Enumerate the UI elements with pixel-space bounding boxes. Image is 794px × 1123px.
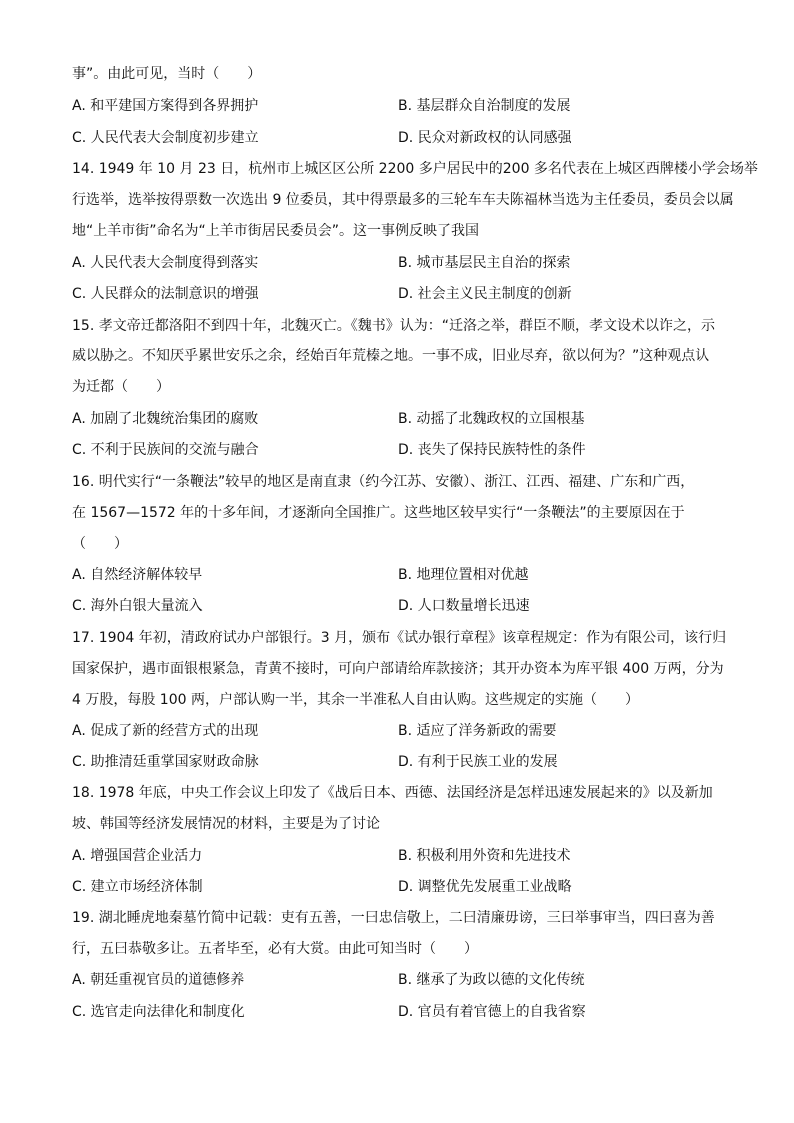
q19-option-a[interactable]: A. 朝廷重视官员的道德修养 [72, 972, 245, 988]
q14-option-b[interactable]: B. 城市基层民主自治的探索 [398, 255, 571, 271]
q13-option-b[interactable]: B. 基层群众自治制度的发展 [398, 98, 571, 114]
question-14-line-3: 地“上羊市街”命名为“上羊市街居民委员会”。这一事例反映了我国 [72, 223, 480, 239]
question-17-line-3: 4 万股，每股 100 两，户部认购一半，其余一半准私人自由认购。这些规定的实施（ ） [72, 692, 639, 708]
q18-option-b[interactable]: B. 积极利用外资和先进技术 [398, 848, 571, 864]
q13-option-d[interactable]: D. 民众对新政权的认同感强 [398, 130, 572, 146]
question-16-line-1: 16. 明代实行“一条鞭法”较早的地区是南直隶（约今江苏、安徽）、浙江、江西、福建、广东和广西， [72, 474, 695, 490]
question-14-line-1: 14. 1949 年 10 月 23 日，杭州市上城区区公所 2200 多户居民中的200 多名代表在上城区西牌楼小学会场举 [72, 161, 758, 177]
q14-option-d[interactable]: D. 社会主义民主制度的创新 [398, 286, 572, 302]
question-19-line-2: 行，五曰恭敬多让。五者毕至，必有大赏。由此可知当时（ ） [72, 941, 478, 957]
q17-option-d[interactable]: D. 有利于民族工业的发展 [398, 754, 558, 770]
q19-option-d[interactable]: D. 官员有着官德上的自我省察 [398, 1004, 586, 1020]
q15-option-d[interactable]: D. 丧失了保持民族特性的条件 [398, 442, 586, 458]
q14-option-a[interactable]: A. 人民代表大会制度得到落实 [72, 255, 259, 271]
question-16-line-2: 在 1567—1572 年的十多年间，才逐渐向全国推广。这些地区较早实行“一条鞭法”的主要原因在于 [72, 505, 685, 521]
q17-option-c[interactable]: C. 助推清廷重掌国家财政命脉 [72, 754, 259, 770]
question-19-line-1: 19. 湖北睡虎地秦墓竹简中记载：吏有五善，一曰忠信敬上，二曰清廉毋谤，三曰举事审当，四曰喜为善 [72, 910, 715, 926]
q13-option-c[interactable]: C. 人民代表大会制度初步建立 [72, 130, 259, 146]
question-16-line-3: （ ） [72, 536, 128, 552]
q19-option-b[interactable]: B. 继承了为政以德的文化传统 [398, 972, 585, 988]
q18-option-c[interactable]: C. 建立市场经济体制 [72, 879, 203, 895]
q14-option-c[interactable]: C. 人民群众的法制意识的增强 [72, 286, 259, 302]
q17-option-b[interactable]: B. 适应了洋务新政的需要 [398, 723, 557, 739]
q16-option-b[interactable]: B. 地理位置相对优越 [398, 567, 529, 583]
question-17-line-1: 17. 1904 年初，清政府试办户部银行。3 月，颁布《试办银行章程》该章程规定：作为有限公司，该行归 [72, 630, 727, 646]
question-15-line-1: 15. 孝文帝迁都洛阳不到四十年，北魏灭亡。《魏书》认为：“迁洛之举，群臣不顺，孝文设术以诈之，示 [72, 318, 715, 334]
q19-option-c[interactable]: C. 选官走向法律化和制度化 [72, 1004, 245, 1020]
q15-option-a[interactable]: A. 加剧了北魏统治集团的腐败 [72, 411, 259, 427]
question-14-line-2: 行选举，选举按得票数一次选出 9 位委员，其中得票最多的三轮车车夫陈福林当选为主任委员，委员会以属 [72, 192, 734, 208]
question-17-line-2: 国家保护，遇市面银根紧急，青黄不接时，可向户部请给库款接济；其开办资本为库平银 400 万两，分为 [72, 661, 724, 677]
q16-option-c[interactable]: C. 海外白银大量流入 [72, 598, 203, 614]
question-15-line-3: 为迁都（ ） [72, 379, 170, 395]
q17-option-a[interactable]: A. 促成了新的经营方式的出现 [72, 723, 259, 739]
q15-option-b[interactable]: B. 动摇了北魏政权的立国根基 [398, 411, 585, 427]
q15-option-c[interactable]: C. 不利于民族间的交流与融合 [72, 442, 259, 458]
question-18-line-2: 坡、韩国等经济发展情况的材料，主要是为了讨论 [72, 816, 380, 832]
question-18-line-1: 18. 1978 年底，中央工作会议上印发了《战后日本、西德、法国经济是怎样迅速发展起来的》以及新加 [72, 785, 713, 801]
q16-option-d[interactable]: D. 人口数量增长迅速 [398, 598, 530, 614]
q13-option-a[interactable]: A. 和平建国方案得到各界拥护 [72, 98, 259, 114]
question-15-line-2: 威以胁之。不知厌乎累世安乐之余，经始百年荒榛之地。一事不成，旧业尽弃，欲以何为？”这种观点认 [72, 348, 710, 364]
q16-option-a[interactable]: A. 自然经济解体较早 [72, 567, 203, 583]
question-13-text: 事”。由此可见，当时（ ） [72, 66, 262, 82]
q18-option-a[interactable]: A. 增强国营企业活力 [72, 848, 203, 864]
q18-option-d[interactable]: D. 调整优先发展重工业战略 [398, 879, 572, 895]
